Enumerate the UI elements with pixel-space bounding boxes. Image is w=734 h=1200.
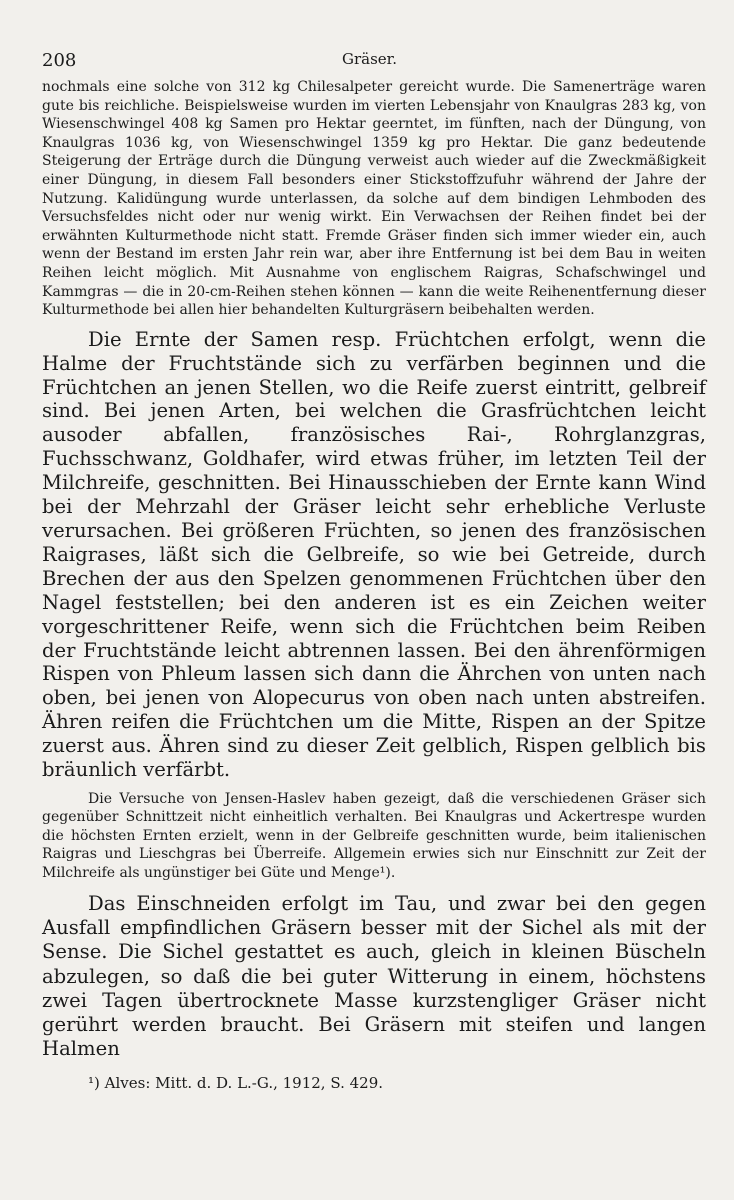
paragraph-seed-yields: nochmals eine solche von 312 kg Chilesalpeter gereicht wurde. Die Samenerträge waren gute bis reichliche. Beispielsweise wurden im vierten Lebensjahr von Knaulgras 283 kg, von Wiesenschwingel 408 kg Samen pro Hektar geerntet, im fünften, nach der Düngung, von Knaulgras 1036 kg, von Wiesenschwingel 1359 kg pro Hektar. Die ganz bedeutende Steigerung der Erträge durch die Düngung verweist auch wieder auf die Zweckmäßigkeit einer Düngung, in diesem Fall besonders einer Stickstoffzufuhr während der Jahre der Nutzung. Kalidüngung wurde unterlassen, da solche auf dem bindigen Lehmboden des Versuchsfeldes nicht oder nur wenig wirkt. Ein Verwachsen der Reihen findet bei der erwähnten Kulturmethode nicht statt. Fremde Gräser finden sich immer wieder ein, auch wenn der Bestand im ersten Jahr rein war, aber ihre Entfernung ist bei dem Bau in weiten Reihen leicht möglich. Mit Ausnahme von englischem Raigras, Schafschwingel und Kammgras — die in 20-cm-Reihen stehen können — kann die weite Reihenentfernung dieser Kulturmethode bei allen hier behandelten Kulturgräsern beibehalten werden. <box>42 79 706 319</box>
page-number: 208 <box>42 50 77 71</box>
paragraph-harvest-timing: Die Ernte der Samen resp. Früchtchen erfolgt, wenn die Halme der Fruchtstände sich zu verfärben beginnen und die Früchtchen an jenen Stellen, wo die Reife zuerst eintritt, gelbreif sind. Bei jenen Arten, bei welchen die Grasfrüchtchen leicht ausoder abfallen, französisches Rai-, Rohrglanzgras, Fuchsschwanz, Goldhafer, wird etwas früher, im letzten Teil der Milchreife, geschnitten. Bei Hinausschieben der Ernte kann Wind bei der Mehrzahl der Gräser leicht sehr erhebliche Verluste verursachen. Bei größeren Früchten, so jenen des französischen Raigrases, läßt sich die Gelbreife, so wie bei Getreide, durch Brechen der aus den Spelzen genommenen Früchtchen über den Nagel feststellen; bei den anderen ist es ein Zeichen weiter vorgeschrittener Reife, wenn sich die Früchtchen beim Reiben der Fruchtstände leicht abtrennen lassen. Bei den ährenförmigen Rispen von Phleum lassen sich dann die Ährchen von unten nach oben, bei jenen von Alopecurus von oben nach unten abstreifen. Ähren reifen die Früchtchen um die Mitte, Rispen an der Spitze zuerst aus. Ähren sind zu dieser Zeit gelblich, Rispen gelblich bis bräunlich verfärbt. <box>42 327 706 782</box>
footnote-text: Alves: Mitt. d. D. L.-G., 1912, S. 429. <box>104 1074 384 1093</box>
paragraph-jensen-haslev: Die Versuche von Jensen-Haslev haben gezeigt, daß die verschiedenen Gräser sich gegenüber Schnittzeit nicht einheitlich verhalten. Bei Knaulgras und Ackertrespe wurden die höchsten Ernten erzielt, wenn in der Gelbreife geschnitten wurde, beim italienischen Raigras und Lieschgras bei Überreife. Allgemein erwies sich nur Einschnitt zur Zeit der Milchreife als ungünstiger bei Güte und Menge¹). <box>42 790 706 881</box>
footnote-marker: ¹) <box>88 1074 100 1093</box>
running-header <box>42 48 706 78</box>
paragraph-block-2 <box>42 328 706 782</box>
paragraph-block-4 <box>42 892 706 1061</box>
running-title: Gräser. <box>342 50 397 68</box>
paragraph-cutting: Das Einschneiden erfolgt im Tau, und zwar bei den gegen Ausfall empfindlichen Gräsern besser mit der Sichel als mit der Sense. Die Sichel gestattet es auch, gleich in kleinen Büscheln abzulegen, so daß die bei guter Witterung in einem, höchstens zwei Tagen übertrocknete Masse kurzstengliger Gräser nicht gerührt werden braucht. Bei Gräsern mit steifen und langen Halmen <box>42 891 706 1061</box>
paragraph-block-1 <box>42 78 706 320</box>
footnote <box>88 1073 706 1093</box>
paragraph-block-3 <box>42 790 706 882</box>
